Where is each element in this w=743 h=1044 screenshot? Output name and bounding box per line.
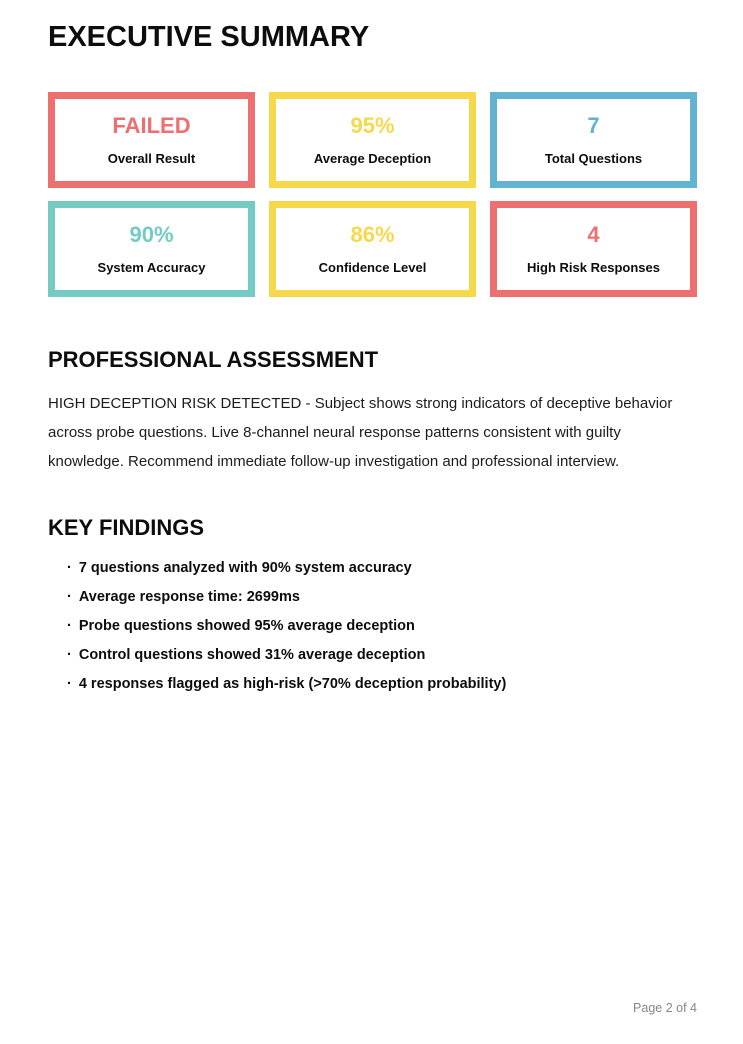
bullet-icon: · xyxy=(67,676,72,692)
card-total-questions xyxy=(490,92,697,188)
card-label: Overall Result xyxy=(107,151,196,166)
card-value: 95% xyxy=(350,113,395,138)
card-average-deception xyxy=(269,92,476,188)
summary-cards-grid xyxy=(48,92,697,297)
card-label: High Risk Responses xyxy=(527,260,660,275)
key-findings-list xyxy=(48,560,697,692)
card-high-risk-responses xyxy=(490,201,697,297)
key-finding-item xyxy=(67,589,697,605)
key-finding-text: Probe questions showed 95% average deception xyxy=(78,618,415,634)
card-value: 4 xyxy=(587,222,600,247)
key-finding-item xyxy=(67,560,697,576)
key-finding-text: 4 responses flagged as high-risk (>70% deception probability) xyxy=(78,676,507,692)
card-value: 86% xyxy=(350,222,395,247)
report-page-content xyxy=(48,0,697,705)
card-label: Total Questions xyxy=(544,151,643,166)
key-finding-item xyxy=(67,618,697,634)
card-label: Average Deception xyxy=(313,151,432,166)
key-finding-item xyxy=(67,647,697,663)
card-overall-result xyxy=(48,92,255,188)
card-label: System Accuracy xyxy=(97,260,206,275)
key-finding-text: Average response time: 2699ms xyxy=(78,589,300,605)
bullet-icon: · xyxy=(67,647,72,663)
card-value: 7 xyxy=(587,113,600,138)
page-title: EXECUTIVE SUMMARY xyxy=(48,21,370,53)
key-findings-heading: KEY FINDINGS xyxy=(48,515,205,540)
professional-assessment-heading: PROFESSIONAL ASSESSMENT xyxy=(48,347,379,372)
card-system-accuracy xyxy=(48,201,255,297)
key-finding-text: Control questions showed 31% average deception xyxy=(78,647,426,663)
professional-assessment-body: HIGH DECEPTION RISK DETECTED - Subject shows strong indicators of deceptive behavior across probe questions. Live 8-channel neural response patterns consistent with guilty knowledge. Recommend immediate follow-up investigation and professional interview. xyxy=(48,395,673,470)
key-finding-item xyxy=(67,676,697,692)
bullet-icon: · xyxy=(67,618,72,634)
card-label: Confidence Level xyxy=(318,260,427,275)
key-finding-text: 7 questions analyzed with 90% system accuracy xyxy=(78,560,412,576)
card-value: 90% xyxy=(129,222,174,247)
bullet-icon: · xyxy=(67,560,72,576)
card-confidence-level xyxy=(269,201,476,297)
card-value: FAILED xyxy=(112,113,191,138)
page-number: Page 2 of 4 xyxy=(633,1001,697,1015)
bullet-icon: · xyxy=(67,589,72,605)
